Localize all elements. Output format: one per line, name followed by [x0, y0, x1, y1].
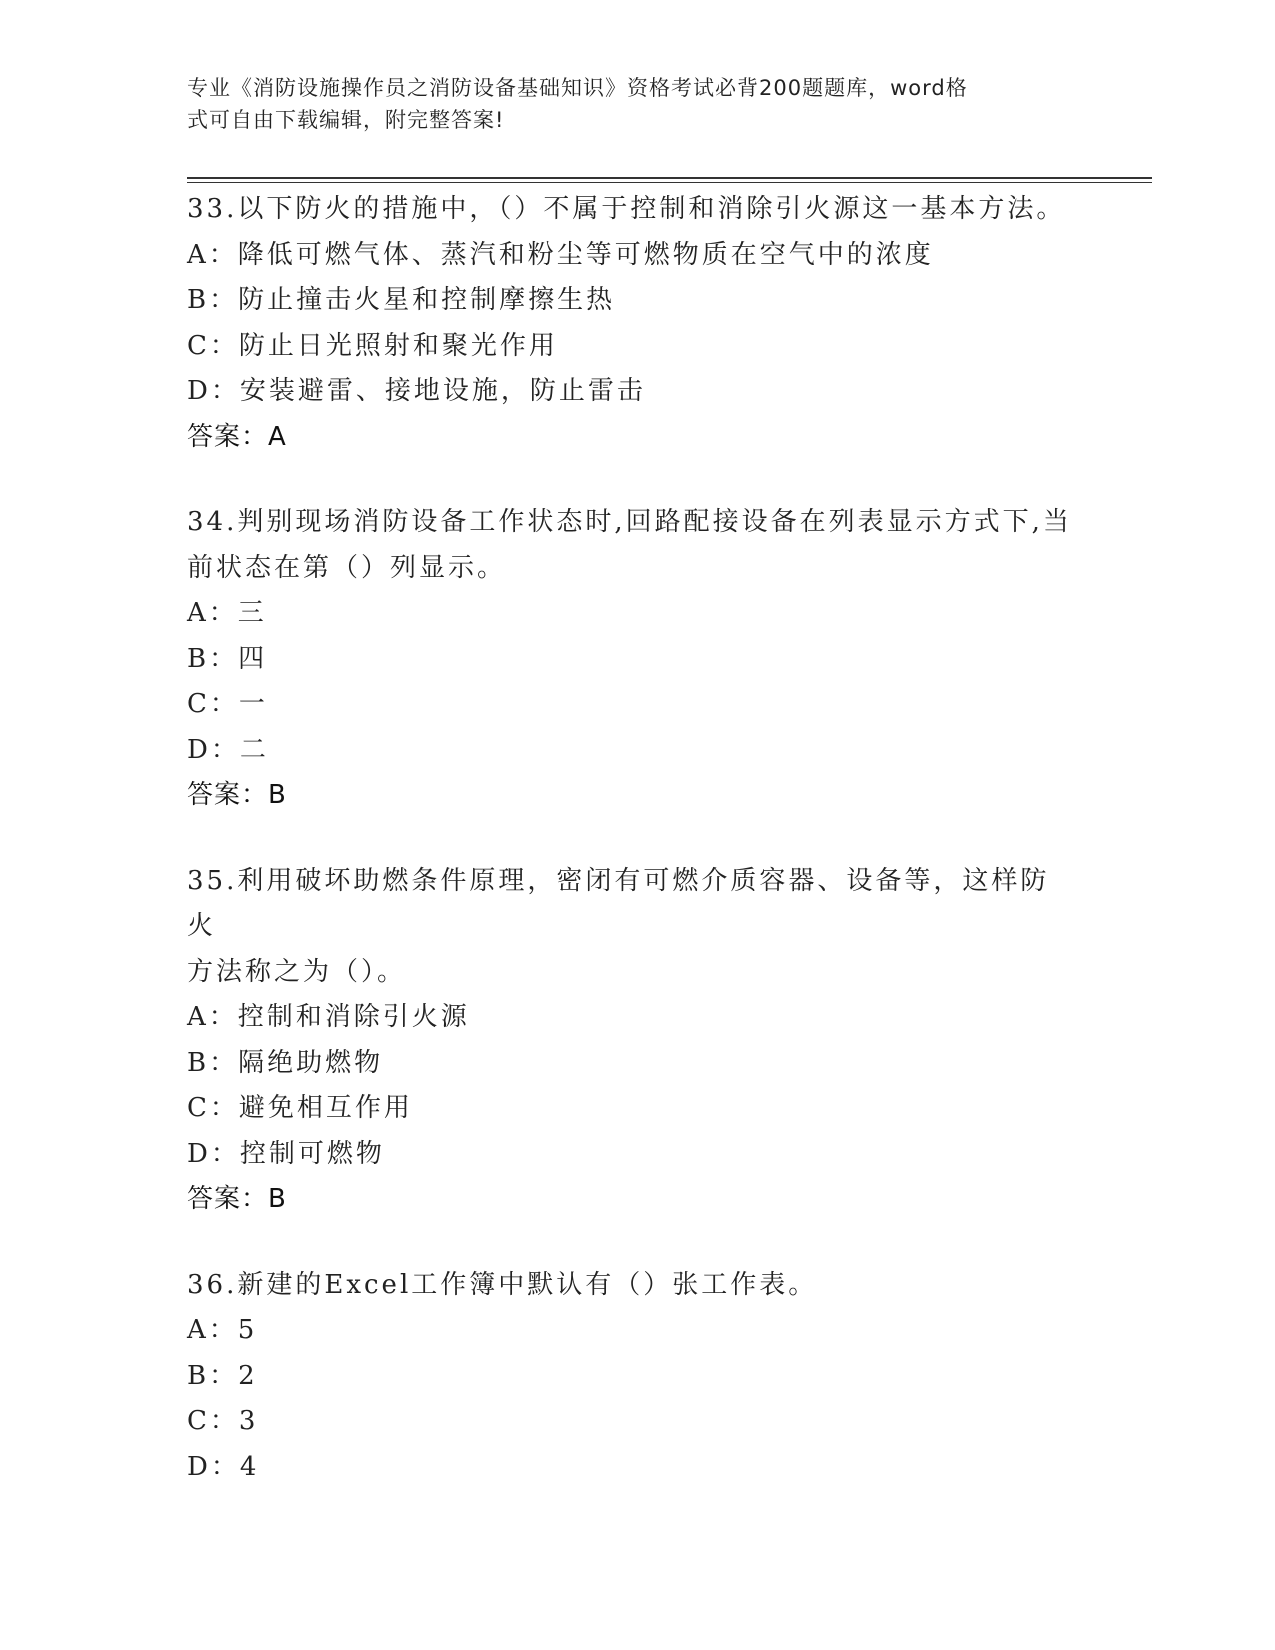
- answer-line: 答案：B: [187, 780, 287, 810]
- question-35: [187, 859, 1087, 1223]
- option-b: B：2: [187, 1360, 258, 1391]
- option-d: D：控制可燃物: [187, 1138, 385, 1169]
- question-text-line-2: 方法称之为（）。: [187, 956, 407, 987]
- option-a: A：三: [187, 598, 267, 628]
- question-text-line-1: 35.利用破坏助燃条件原理，密闭有可燃介质容器、设备等，这样防火: [187, 865, 1050, 941]
- question-33: [187, 187, 1087, 460]
- header-divider-thin: [187, 182, 1152, 183]
- question-34: [187, 500, 1087, 819]
- option-c: C：防止日光照射和聚光作用: [187, 330, 558, 361]
- answer-line: 答案：A: [187, 421, 287, 452]
- header-line-1: 专业《消防设施操作员之消防设备基础知识》资格考试必背200题题库，word格: [187, 76, 968, 100]
- header-divider-thick: [187, 177, 1152, 179]
- option-c: C：避免相互作用: [187, 1093, 413, 1123]
- question-text-line-2: 前状态在第（）列显示。: [187, 552, 507, 583]
- question-text: 33.以下防火的措施中，（）不属于控制和消除引火源这一基本方法。: [187, 194, 1066, 224]
- header-line-2: 式可自由下载编辑，附完整答案!: [187, 108, 505, 132]
- option-b: B：四: [187, 643, 268, 674]
- option-a: A：降低可燃气体、蒸汽和粉尘等可燃物质在空气中的浓度: [187, 239, 934, 270]
- option-d: D：4: [187, 1451, 260, 1482]
- option-c: C：3: [187, 1406, 259, 1436]
- option-b: B：防止撞击火星和控制摩擦生热: [187, 285, 616, 315]
- question-text: 36.新建的Excel工作簿中默认有（）张工作表。: [187, 1269, 818, 1300]
- option-d: D：二: [187, 734, 269, 765]
- document-header: [187, 72, 1067, 136]
- option-c: C：一: [187, 689, 268, 719]
- question-text-line-1: 34.判别现场消防设备工作状态时,回路配接设备在列表显示方式下,当: [187, 507, 1072, 537]
- answer-line: 答案：B: [187, 1184, 287, 1214]
- question-36: [187, 1263, 1087, 1491]
- option-b: B：隔绝助燃物: [187, 1047, 384, 1078]
- option-a: A：控制和消除引火源: [187, 1002, 470, 1032]
- option-a: A：5: [187, 1315, 258, 1345]
- option-d: D：安装避雷、接地设施，防止雷击: [187, 376, 646, 406]
- question-list: [187, 187, 1087, 1530]
